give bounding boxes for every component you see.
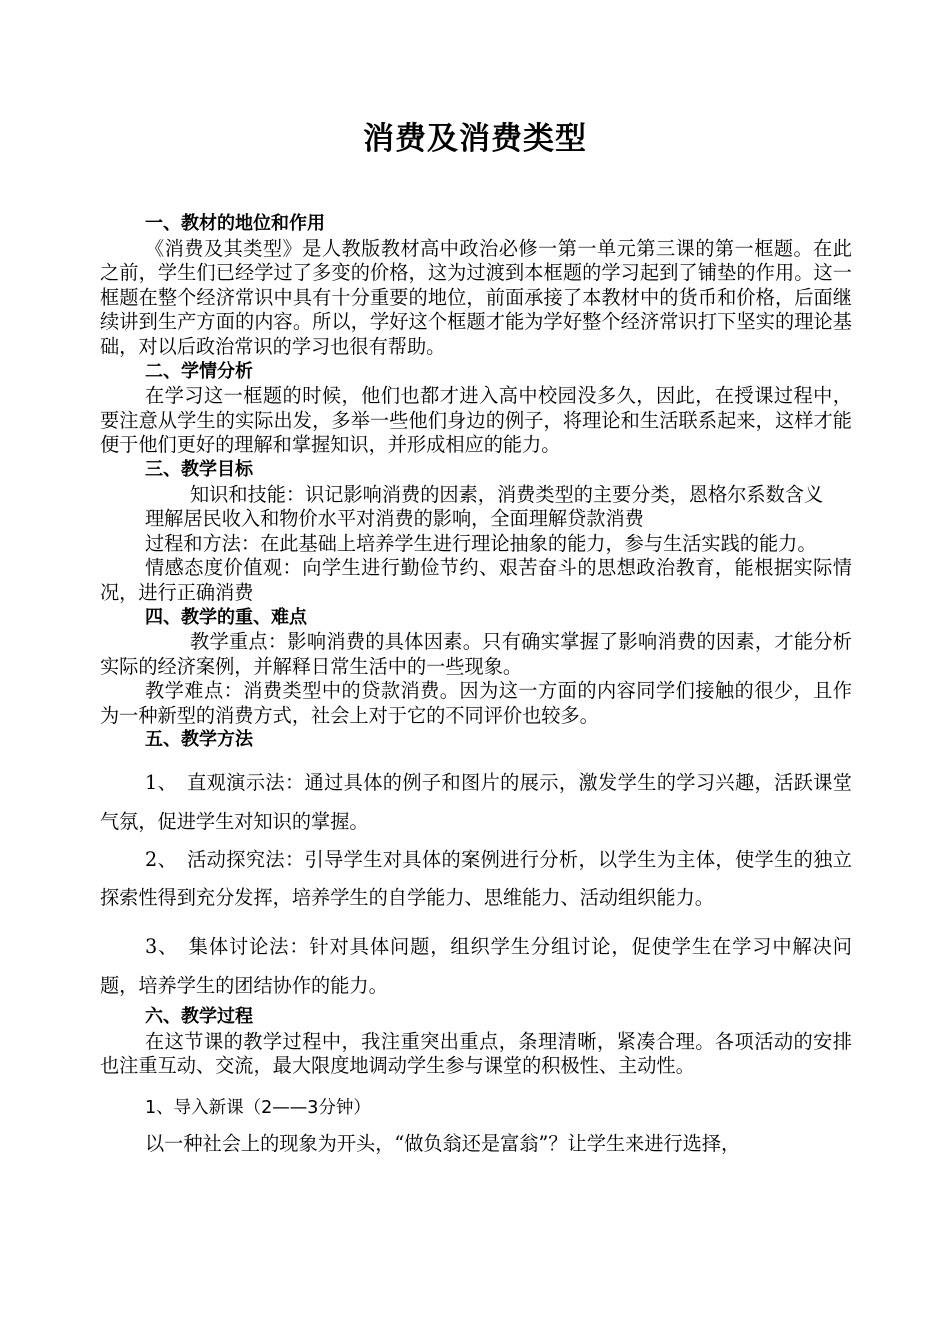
section-heading: 一、教材的地位和作用	[145, 213, 325, 234]
section-heading: 五、教学方法	[145, 729, 253, 751]
section-heading: 六、教学过程	[145, 1006, 253, 1028]
list-item: 3、 集体讨论法：针对具体问题，组织学生分组讨论，促使学生在学习中解决问题，培养学生的团结协作的能力。	[100, 935, 852, 998]
paragraph: 以一种社会上的现象为开头，“做负翁还是富翁”？让学生来进行选择，	[145, 1131, 741, 1155]
paragraph: 在这节课的教学过程中，我注重突出重点，条理清晰，紧凑合理。各项活动的安排也注重互动、交流，最大限度地调动学生参与课堂的积极性、主动性。	[100, 1029, 852, 1078]
paragraph: 教学重点：影响消费的具体因素。只有确实掌握了影响消费的因素，才能分析实际的经济案例，并解释日常生活中的一些现象。	[100, 630, 852, 678]
paragraph: 在学习这一框题的时候，他们也都才进入高中校园没多久，因此，在授课过程中，要注意从学生的实际出发，多举一些他们身边的例子，将理论和生活联系起来，这样才能便于他们更好的理解和掌握知识，并形成相应的能力。	[100, 384, 852, 457]
paragraph: 《消费及其类型》是人教版教材高中政治必修一第一单元第三课的第一框题。在此之前，学生们已经学过了多变的价格，这为过渡到本框题的学习起到了铺垫的作用。这一框题在整个经济常识中具有十分重要的地位，前面承接了本教材中的货币和价格，后面继续讲到生产方面的内容。所以，学好这个框题才能为学好整个经济常识打下坚实的理论基础，对以后政治常识的学习也很有帮助。	[100, 236, 852, 358]
section-heading: 二、学情分析	[145, 360, 253, 382]
section-heading: 四、教学的重、难点	[145, 606, 307, 628]
list-item: 1、 直观演示法：通过具体的例子和图片的展示，激发学生的学习兴趣，活跃课堂气氛，促进学生对知识的掌握。	[100, 771, 852, 834]
paragraph: 教学难点：消费类型中的贷款消费。因为这一方面的内容同学们接触的很少，且作为一种新型的消费方式，社会上对于它的不同评价也较多。	[100, 679, 852, 727]
paragraph: 过程和方法：在此基础上培养学生进行理论抽象的能力，参与生活实践的能力。	[145, 531, 817, 555]
paragraph: 知识和技能：识记影响消费的因素，消费类型的主要分类，恩格尔系数含义	[190, 482, 824, 506]
paragraph: 情感态度价值观：向学生进行勤俭节约、艰苦奋斗的思想政治教育，能根据实际情况，进行正确消费	[100, 556, 852, 604]
list-item: 2、 活动探究法：引导学生对具体的案例进行分析，以学生为主体，使学生的独立探索性得到充分发挥，培养学生的自学能力、思维能力、活动组织能力。	[100, 848, 852, 910]
document-body	[100, 212, 852, 1156]
paragraph: 理解居民收入和物价水平对消费的影响，全面理解贷款消费	[145, 507, 644, 531]
document-title: 消费及消费类型	[363, 121, 587, 157]
section-heading: 三、教学目标	[145, 458, 253, 480]
subsection-heading: 1、导入新课（2——3分钟）	[145, 1097, 371, 1118]
